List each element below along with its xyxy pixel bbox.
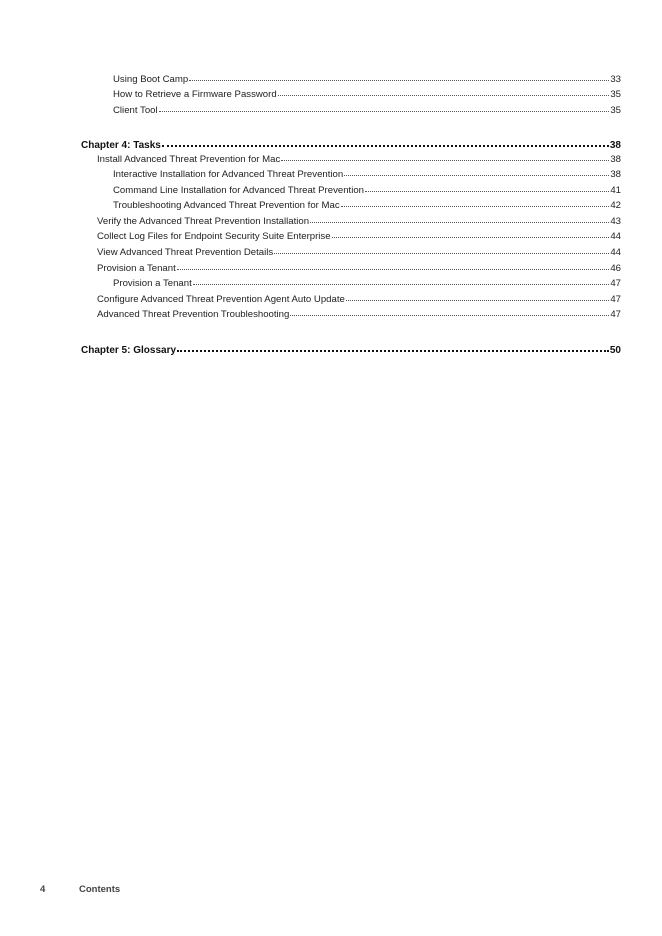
toc-entry-page[interactable]: 35 [610, 105, 621, 116]
toc-entry-title[interactable]: Advanced Threat Prevention Troubleshooting [97, 309, 290, 320]
toc-entry-provision-tenant-sub[interactable] [113, 276, 621, 288]
page-footer [0, 884, 662, 898]
toc-entry-using-boot-camp[interactable] [113, 72, 621, 84]
toc-chapter-page[interactable]: 50 [609, 345, 621, 356]
dot-leader [332, 228, 610, 238]
dot-leader [341, 197, 610, 207]
dot-leader [278, 86, 610, 96]
dot-leader [162, 136, 609, 147]
dot-leader [177, 341, 609, 352]
footer-page-number: 4 [40, 884, 46, 895]
dot-leader [365, 182, 609, 192]
toc-entry-title[interactable]: Verify the Advanced Threat Prevention Installation [97, 216, 310, 227]
toc-entry-troubleshooting-atp-mac[interactable] [113, 198, 621, 210]
toc-entry-interactive-installation[interactable] [113, 167, 621, 179]
toc-entry-configure-auto-update[interactable] [97, 292, 621, 304]
toc-chapter-title[interactable]: Chapter 4: Tasks [81, 140, 161, 151]
toc-entry-title[interactable]: Client Tool [113, 105, 158, 116]
toc-entry-page[interactable]: 46 [610, 263, 621, 274]
toc-entry-title[interactable]: Interactive Installation for Advanced Threat Prevention [113, 169, 344, 180]
toc-entry-page[interactable]: 47 [610, 294, 621, 305]
toc-entry-verify-installation[interactable] [97, 214, 621, 226]
toc-entry-page[interactable]: 35 [610, 89, 621, 100]
toc-entry-command-line-installation[interactable] [113, 183, 621, 195]
toc-entry-client-tool[interactable] [113, 103, 621, 115]
toc-entry-page[interactable]: 38 [610, 154, 621, 165]
toc-entry-page[interactable]: 38 [610, 169, 621, 180]
toc-entry-atp-troubleshooting[interactable] [97, 307, 621, 319]
footer-section-name: Contents [79, 884, 121, 895]
dot-leader [344, 166, 609, 176]
toc-entry-title[interactable]: Install Advanced Threat Prevention for Mac [97, 154, 281, 165]
toc-entry-retrieve-firmware-password[interactable] [113, 87, 621, 99]
dot-leader [193, 275, 610, 285]
dot-leader [281, 151, 609, 161]
toc-entry-page[interactable]: 44 [610, 231, 621, 242]
toc-chapter-page[interactable]: 38 [609, 140, 621, 151]
dot-leader [274, 244, 609, 254]
toc-entry-title[interactable]: View Advanced Threat Prevention Details [97, 247, 274, 258]
toc-entry-title[interactable]: Configure Advanced Threat Prevention Agent Auto Update [97, 294, 345, 305]
toc-entry-title[interactable]: Collect Log Files for Endpoint Security Suite Enterprise [97, 231, 331, 242]
toc-entry-title[interactable]: Command Line Installation for Advanced Threat Prevention [113, 185, 365, 196]
dot-leader [177, 260, 610, 270]
toc-entry-page[interactable]: 42 [610, 200, 621, 211]
toc-entry-title[interactable]: Using Boot Camp [113, 74, 189, 85]
toc-entry-provision-tenant[interactable] [97, 261, 621, 273]
dot-leader [310, 213, 609, 223]
dot-leader [189, 71, 609, 81]
toc-entry-page[interactable]: 41 [610, 185, 621, 196]
toc-entry-page[interactable]: 33 [610, 74, 621, 85]
toc-entry-install-atp-mac[interactable] [97, 152, 621, 164]
toc-entry-page[interactable]: 43 [610, 216, 621, 227]
toc-entry-page[interactable]: 47 [610, 278, 621, 289]
toc-entry-collect-log-files[interactable] [97, 229, 621, 241]
toc-entry-title[interactable]: How to Retrieve a Firmware Password [113, 89, 277, 100]
dot-leader [159, 102, 610, 112]
toc-entry-title[interactable]: Provision a Tenant [97, 263, 176, 274]
toc-chapter-4-tasks[interactable] [81, 137, 621, 149]
toc-entry-title[interactable]: Troubleshooting Advanced Threat Prevention for Mac [113, 200, 340, 211]
toc-chapter-5-glossary[interactable] [81, 342, 621, 354]
toc-entry-view-atp-details[interactable] [97, 245, 621, 257]
toc-entry-page[interactable]: 47 [610, 309, 621, 320]
toc-entry-page[interactable]: 44 [610, 247, 621, 258]
dot-leader [290, 306, 609, 316]
toc-chapter-title[interactable]: Chapter 5: Glossary [81, 345, 177, 356]
dot-leader [346, 291, 609, 301]
toc-entry-title[interactable]: Provision a Tenant [113, 278, 192, 289]
